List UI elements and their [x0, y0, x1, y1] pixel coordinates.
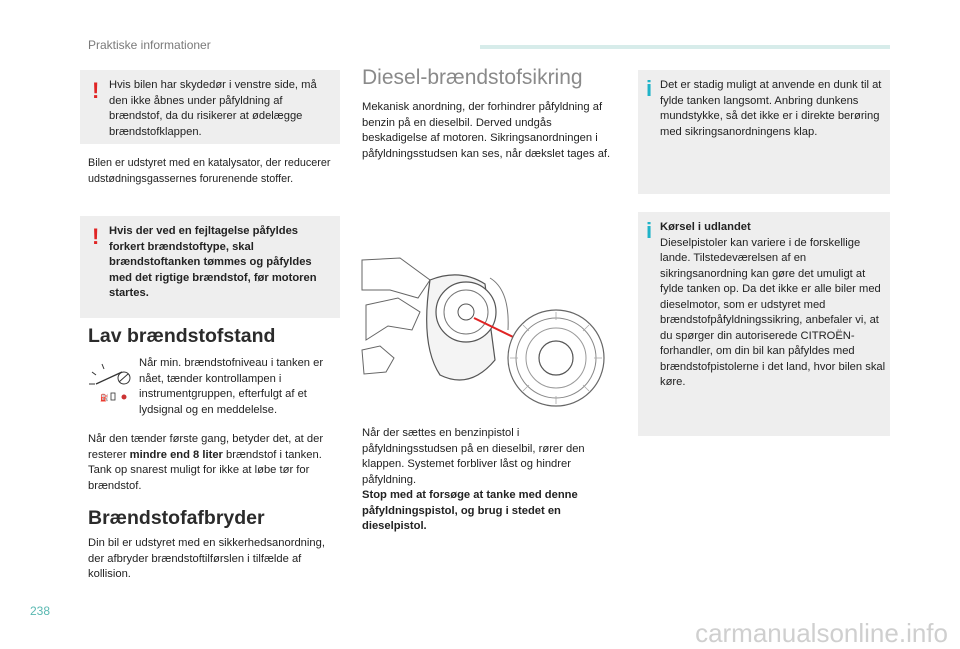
low-fuel-body-start: Når den tænder første gang, betyder det, at der resterer: [88, 433, 324, 461]
info-icon: i: [646, 218, 653, 243]
info-abroad-content: [660, 220, 888, 391]
section-heading-low-fuel: Lav brændstofstand: [88, 325, 276, 347]
warning-icon: !: [92, 224, 100, 249]
cutoff-text: Din bil er udstyret med en sikkerhedsanordning, der afbryder brændstoftilførslen i tilfælde af kollision.: [88, 537, 325, 580]
info-box-abroad: [638, 212, 890, 436]
watermark-logo: carmanualsonline.info: [695, 618, 948, 648]
section-title-diesel: Diesel-brændstofsikring: [362, 66, 583, 89]
svg-text:⛽: ⛽: [100, 394, 109, 402]
low-fuel-body-end: brændstof i tanken. Tank op snarest muligt for ikke at løbe tør for brændstof.: [88, 448, 322, 492]
low-fuel-intro: Når min. brændstofniveau i tanken er nået, tænder kontrollampen i instrumentgruppen, efterfulgt af et lydsignal og en meddelelse.: [139, 357, 324, 416]
info-icon: i: [646, 76, 653, 101]
info-box-canister: [638, 70, 890, 194]
warning-box-sliding-door: [80, 70, 340, 144]
section-heading-cutoff: Brændstofafbryder: [88, 507, 265, 529]
warning-text: Hvis bilen har skydedør i venstre side, må den ikke åbnes under påfyldning af brændstof, da du risikerer at ødelægge brændstofklappen.: [109, 79, 317, 138]
diesel-after-plain: Når der sættes en benzinpistol i påfyldningsstudsen på en dieselbil, rører den klappen. Systemet forbliver låst og hindrer påfyldning.: [362, 427, 585, 486]
diesel-after-bold: Stop med at forsøge at tanke med denne påfyldningspistol, og brug i stedet en dieselpistol.: [362, 489, 578, 532]
warning-text: Hvis der ved en fejltagelse påfyldes forkert brændstoftype, skal brændstoftanken tømmes og påfyldes med det rigtige brændstof, før motoren startes.: [109, 225, 317, 299]
warning-icon: !: [92, 78, 100, 103]
warning-box-wrong-fuel: [80, 216, 340, 318]
diesel-after-text: [362, 426, 612, 535]
info-text: Det er stadig muligt at anvende en dunk til at fylde tanken langsomt. Anbring dunkens mundstykke, så det ikke er i direkte berøring med sikringsanordningens klap.: [660, 79, 882, 138]
fuel-gauge-icon: [86, 360, 134, 404]
header-accent-bar: [480, 45, 890, 49]
page-number: 238: [30, 604, 51, 618]
catalyst-text: Bilen er udstyret med en katalysator, der reducerer udstødningsgassernes forurenende stoffer.: [88, 157, 331, 185]
info-abroad-title: Kørsel i udlandet: [660, 221, 751, 233]
low-fuel-body: [88, 432, 344, 494]
info-abroad-text: Dieselpistoler kan variere i de forskellige lande. Tilstedeværelsen af en sikringsanordning kan gøre det umuligt at fylde tanken op. Da det ikke er alle biler med dieselmotor, som er udstyret med brændstofpåfyldningssikring, anbefaler vi, at du spørger din autoriserede CITROËN-forhandler, om din bil kan påfyldes med brændstofpistolerne i det land, hvor bilen skal køre.: [660, 236, 886, 388]
diesel-intro: Mekanisk anordning, der forhindrer påfyldning af benzin på en dieselbil. Derved undgås beskadigelse af motoren. Sikringsanordningen i påfyldningsstudsen kan ses, når dækslet tages af.: [362, 101, 611, 160]
page-header-title: Praktiske informationer: [88, 38, 211, 52]
low-fuel-body-highlight: mindre end 8 liter: [129, 448, 223, 461]
fuel-filler-neck-illustration: [360, 250, 612, 415]
